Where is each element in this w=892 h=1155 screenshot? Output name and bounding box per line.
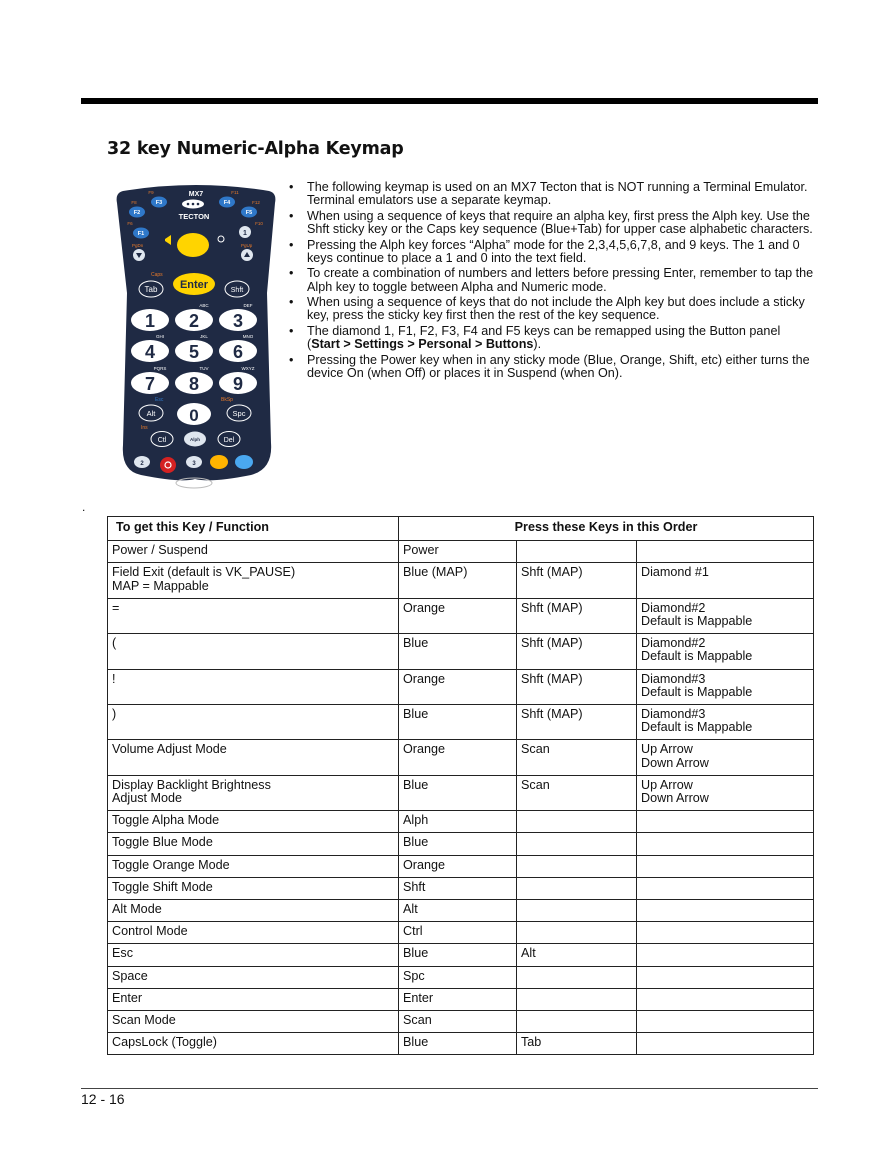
function-cell: Space bbox=[108, 966, 399, 988]
key-cell: Ctrl bbox=[399, 922, 517, 944]
svg-text:PgDn: PgDn bbox=[132, 243, 144, 248]
function-cell: Field Exit (default is VK_PAUSE) MAP = Mappable bbox=[108, 563, 399, 598]
table-row bbox=[108, 669, 814, 704]
table-header-row bbox=[108, 517, 814, 541]
svg-text:2: 2 bbox=[140, 461, 144, 467]
column-header-function: To get this Key / Function bbox=[108, 517, 399, 541]
svg-text:Esc: Esc bbox=[155, 397, 164, 403]
function-cell: Display Backlight Brightness Adjust Mode bbox=[108, 775, 399, 810]
table-row bbox=[108, 598, 814, 633]
table-row bbox=[108, 634, 814, 669]
table-row bbox=[108, 855, 814, 877]
key-cell bbox=[637, 922, 814, 944]
key-cell: Diamond#3 Default is Mappable bbox=[637, 705, 814, 740]
svg-text:4: 4 bbox=[144, 342, 156, 362]
svg-text:6: 6 bbox=[232, 342, 244, 362]
svg-text:F5: F5 bbox=[245, 210, 253, 216]
key-cell: Blue bbox=[399, 1033, 517, 1055]
key-cell: Orange bbox=[399, 740, 517, 775]
key-cell bbox=[637, 855, 814, 877]
table-row bbox=[108, 922, 814, 944]
key-cell: Alph bbox=[399, 811, 517, 833]
key-cell bbox=[517, 1011, 637, 1033]
svg-text:F1: F1 bbox=[137, 231, 145, 237]
table-row bbox=[108, 1011, 814, 1033]
footer-rule bbox=[81, 1088, 818, 1089]
svg-text:2: 2 bbox=[188, 311, 200, 331]
key-cell bbox=[517, 833, 637, 855]
key-cell: Up Arrow Down Arrow bbox=[637, 775, 814, 810]
key-cell: Orange bbox=[399, 598, 517, 633]
key-cell: Shft bbox=[399, 877, 517, 899]
function-cell: Toggle Shift Mode bbox=[108, 877, 399, 899]
svg-text:TUV: TUV bbox=[199, 366, 209, 371]
key-cell bbox=[517, 811, 637, 833]
key-cell bbox=[517, 855, 637, 877]
svg-text:F6: F6 bbox=[127, 221, 133, 226]
svg-text:F4: F4 bbox=[223, 200, 231, 206]
function-cell: Power / Suspend bbox=[108, 541, 399, 563]
table-body bbox=[108, 541, 814, 1055]
function-cell: Alt Mode bbox=[108, 900, 399, 922]
svg-text:7: 7 bbox=[144, 374, 156, 394]
svg-text:3: 3 bbox=[232, 311, 244, 331]
svg-text:PgUp: PgUp bbox=[241, 243, 253, 248]
key-cell: Orange bbox=[399, 855, 517, 877]
key-cell: Diamond#2 Default is Mappable bbox=[637, 634, 814, 669]
table-row bbox=[108, 775, 814, 810]
key-cell: Alt bbox=[517, 944, 637, 966]
svg-text:JKL: JKL bbox=[200, 334, 208, 339]
key-cell bbox=[637, 1033, 814, 1055]
svg-text:1: 1 bbox=[144, 311, 156, 331]
function-cell: = bbox=[108, 598, 399, 633]
keymap-table bbox=[107, 516, 814, 1055]
table-row bbox=[108, 966, 814, 988]
page-number: 12 - 16 bbox=[81, 1091, 125, 1107]
table-row bbox=[108, 900, 814, 922]
table-row bbox=[108, 833, 814, 855]
table-row bbox=[108, 811, 814, 833]
svg-text:F11: F11 bbox=[231, 190, 239, 195]
key-cell: Shft (MAP) bbox=[517, 598, 637, 633]
key-cell: Scan bbox=[399, 1011, 517, 1033]
function-cell: ( bbox=[108, 634, 399, 669]
svg-text:DEF: DEF bbox=[243, 303, 253, 308]
svg-text:Caps: Caps bbox=[151, 272, 163, 278]
key-cell: Diamond#2 Default is Mappable bbox=[637, 598, 814, 633]
svg-text:Spc: Spc bbox=[232, 409, 246, 418]
instruction-text: ). bbox=[533, 337, 542, 352]
key-cell bbox=[517, 922, 637, 944]
function-cell: CapsLock (Toggle) bbox=[108, 1033, 399, 1055]
svg-text:WXYZ: WXYZ bbox=[241, 366, 255, 371]
key-cell bbox=[637, 811, 814, 833]
key-cell: Shft (MAP) bbox=[517, 705, 637, 740]
key-cell: Blue bbox=[399, 634, 517, 669]
instruction-text: The diamond 1, F1, F2, F3, F4 and F5 keys can be remapped using the Button panel ( bbox=[307, 323, 781, 352]
section-title: 32 key Numeric-Alpha Keymap bbox=[107, 139, 404, 159]
key-cell bbox=[637, 877, 814, 899]
key-cell: Scan bbox=[517, 740, 637, 775]
key-cell bbox=[517, 877, 637, 899]
svg-text:GHI: GHI bbox=[155, 334, 165, 339]
svg-text:0: 0 bbox=[189, 406, 199, 425]
instruction-item bbox=[289, 325, 814, 351]
function-cell: Volume Adjust Mode bbox=[108, 740, 399, 775]
key-cell bbox=[637, 541, 814, 563]
instruction-list bbox=[289, 181, 814, 383]
key-cell: Scan bbox=[517, 775, 637, 810]
instruction-item: • To create a combination of numbers and letters before pressing Enter, remember to tap the Alph key to toggle between Alpha and Numeric mode. bbox=[289, 267, 814, 293]
table-row bbox=[108, 705, 814, 740]
key-cell: Up Arrow Down Arrow bbox=[637, 740, 814, 775]
key-cell bbox=[637, 988, 814, 1010]
function-cell: ) bbox=[108, 705, 399, 740]
key-cell: Tab bbox=[517, 1033, 637, 1055]
key-cell bbox=[637, 1011, 814, 1033]
svg-text:F12: F12 bbox=[252, 200, 260, 205]
function-cell: ! bbox=[108, 669, 399, 704]
key-cell bbox=[637, 966, 814, 988]
function-cell: Esc bbox=[108, 944, 399, 966]
key-cell bbox=[637, 900, 814, 922]
key-cell: Shft (MAP) bbox=[517, 669, 637, 704]
svg-text:Alt: Alt bbox=[146, 409, 156, 418]
instruction-item: • When using a sequence of keys that do not include the Alph key but does include a sticky key, press the sticky key first then the rest of the key sequence. bbox=[289, 296, 814, 322]
table-row bbox=[108, 944, 814, 966]
table-row bbox=[108, 988, 814, 1010]
svg-text:F2: F2 bbox=[133, 210, 141, 216]
svg-text:MNO: MNO bbox=[242, 334, 254, 339]
instruction-item: • Pressing the Power key when in any sticky mode (Blue, Orange, Shift, etc) either turns the device On (when Off) or places it in Suspend (when On). bbox=[289, 354, 814, 380]
key-cell: Blue bbox=[399, 944, 517, 966]
svg-text:ABC: ABC bbox=[199, 303, 209, 308]
instruction-item: • When using a sequence of keys that require an alpha key, first press the Alph key. Use the Shft sticky key or the Caps key sequence (Blue+Tab) for upper case alphabetic characters. bbox=[289, 210, 814, 236]
key-cell: Shft (MAP) bbox=[517, 563, 637, 598]
svg-text:F9: F9 bbox=[148, 190, 154, 195]
key-cell bbox=[517, 900, 637, 922]
key-cell: Diamond #1 bbox=[637, 563, 814, 598]
svg-text:BkSp: BkSp bbox=[221, 397, 233, 403]
svg-text:F8: F8 bbox=[131, 200, 137, 205]
function-cell: Toggle Blue Mode bbox=[108, 833, 399, 855]
svg-text:9: 9 bbox=[232, 374, 244, 394]
svg-text:1: 1 bbox=[243, 230, 247, 237]
svg-text:F3: F3 bbox=[155, 200, 163, 206]
key-cell bbox=[637, 833, 814, 855]
svg-text:Ins: Ins bbox=[141, 425, 148, 431]
header-rule bbox=[81, 98, 818, 104]
key-cell: Power bbox=[399, 541, 517, 563]
svg-text:Del: Del bbox=[223, 437, 235, 444]
table-row bbox=[108, 740, 814, 775]
column-header-keys: Press these Keys in this Order bbox=[399, 517, 814, 541]
instruction-item: • The following keymap is used on an MX7 Tecton that is NOT running a Terminal Emulator. Terminal emulators use a separate keymap. bbox=[289, 181, 814, 207]
key-cell: Enter bbox=[399, 988, 517, 1010]
table-row bbox=[108, 877, 814, 899]
keypad-illustration bbox=[111, 183, 281, 493]
key-cell: Diamond#3 Default is Mappable bbox=[637, 669, 814, 704]
svg-text:MX7: MX7 bbox=[188, 191, 204, 198]
function-cell: Toggle Alpha Mode bbox=[108, 811, 399, 833]
table-row bbox=[108, 1033, 814, 1055]
key-cell: Spc bbox=[399, 966, 517, 988]
separator-dot: . bbox=[82, 500, 86, 514]
svg-text:5: 5 bbox=[188, 342, 200, 362]
table-row bbox=[108, 541, 814, 563]
svg-text:Alph: Alph bbox=[190, 437, 200, 442]
svg-text:Enter: Enter bbox=[179, 279, 209, 291]
svg-text:8: 8 bbox=[188, 374, 200, 394]
key-cell: Blue bbox=[399, 833, 517, 855]
key-cell bbox=[517, 966, 637, 988]
key-cell bbox=[517, 541, 637, 563]
instruction-item: • Pressing the Alph key forces “Alpha” mode for the 2,3,4,5,6,7,8, and 9 keys. The 1 and 0 keys continue to place a 1 and 0 into the text field. bbox=[289, 239, 814, 265]
key-cell: Blue (MAP) bbox=[399, 563, 517, 598]
table-row bbox=[108, 563, 814, 598]
key-cell: Shft (MAP) bbox=[517, 634, 637, 669]
key-cell: Orange bbox=[399, 669, 517, 704]
function-cell: Enter bbox=[108, 988, 399, 1010]
key-cell: Blue bbox=[399, 775, 517, 810]
svg-text:Shft: Shft bbox=[230, 287, 244, 294]
svg-text:Tab: Tab bbox=[144, 285, 158, 294]
svg-text:Ctl: Ctl bbox=[157, 437, 167, 444]
key-cell bbox=[637, 944, 814, 966]
svg-text:PQRS: PQRS bbox=[153, 366, 167, 371]
function-cell: Scan Mode bbox=[108, 1011, 399, 1033]
key-cell: Blue bbox=[399, 705, 517, 740]
key-cell: Alt bbox=[399, 900, 517, 922]
menu-path: Start > Settings > Personal > Buttons bbox=[311, 337, 534, 352]
function-cell: Toggle Orange Mode bbox=[108, 855, 399, 877]
function-cell: Control Mode bbox=[108, 922, 399, 944]
key-cell bbox=[517, 988, 637, 1010]
svg-text:TECTON: TECTON bbox=[178, 212, 210, 221]
svg-text:3: 3 bbox=[192, 461, 196, 467]
svg-text:F10: F10 bbox=[255, 221, 263, 226]
